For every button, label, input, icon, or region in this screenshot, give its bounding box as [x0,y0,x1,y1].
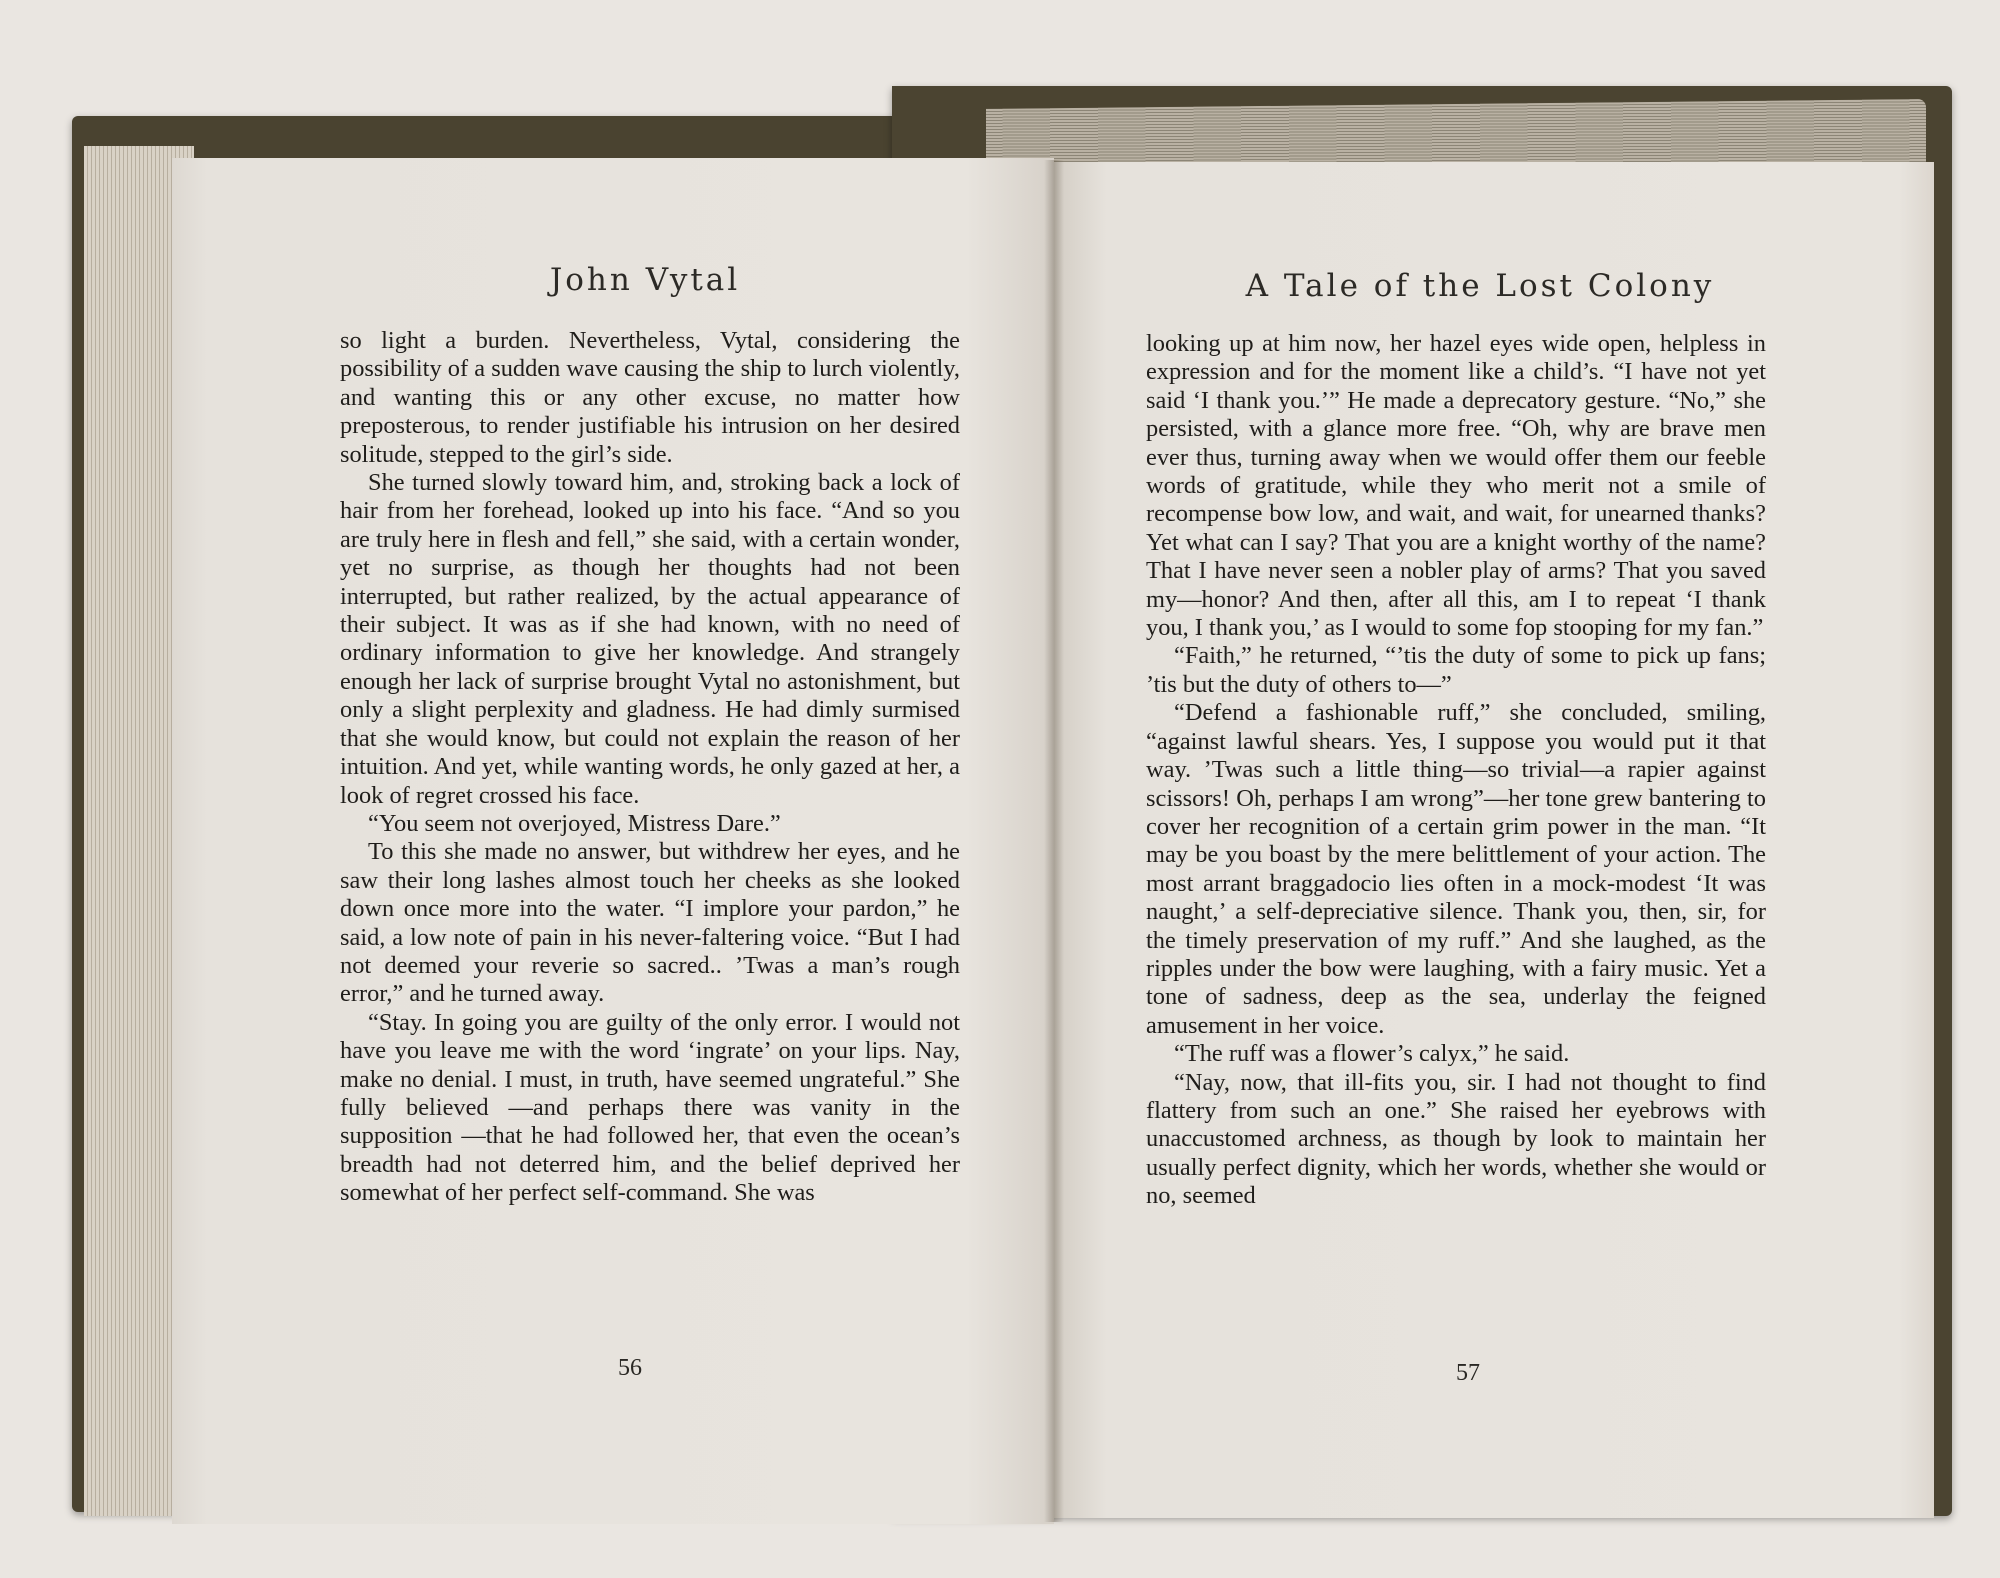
left-running-head: John Vytal [549,262,741,298]
right-paragraph-1: looking up at him now, her hazel eyes wide open, helpless in expression and for the moment like a child’s. “I have not yet said ‘I thank you.’” He made a deprecatory gesture. “No,” she persisted, with a glance more free. “Oh, why are brave men ever thus, turning away when we would offer them our feeble words of gratitude, while they who merit not a smile of recompense bow low, and wait, and wait, for unearned thanks? Yet what can I say? That you are a knight worthy of the name? That I have never seen a nobler play of arms? That you saved my—honor? And then, after all this, am I to repeat ‘I thank you, I thank you,’ as I would to some fop stooping for my fan.” [1146,330,1766,642]
left-paragraph-3: “You seem not overjoyed, Mistress Dare.” [368,809,781,837]
right-running-head: A Tale of the Lost Colony [1245,268,1715,304]
left-page-number: 56 [618,1355,642,1381]
right-page-text [1146,330,1766,1211]
left-paragraph-5: “Stay. In going you are guilty of the only error. I would not have you leave me with the word ‘ingrate’ on your lips. Nay, make no denial. I must, in truth, have seemed ungrateful.” She fully believed —and perhaps there was vanity in the supposition —that he had followed her, that even the ocean’s breadth had not deterred him, and the belief deprived her somewhat of her perfect self-command. She was [340,1008,960,1207]
right-paragraph-2: “Faith,” he returned, “’tis the duty of some to pick up fans; ’tis but the duty of others to—” [1146,642,1766,698]
book-gutter [1044,160,1064,1522]
left-paragraph-2: She turned slowly toward him, and, stroking back a lock of hair from her forehead, looked up into his face. “And so you are truly here in flesh and fell,” she said, with a certain wonder, yet no surprise, as though her thoughts had not been interrupted, but rather realized, by the actual appearance of their subject. It was as if she had known, with no need of ordinary information to give her knowledge. And strangely enough her lack of surprise brought Vytal no astonishment, but only a slight perplexity and gladness. He had dimly surmised that she would know, but could not explain the reason of her intuition. And yet, while wanting words, he only gazed at her, a look of regret crossed his face. [340,469,960,809]
left-page-text [340,327,960,1208]
left-paragraph-4: To this she made no answer, but withdrew her eyes, and he saw their long lashes almost touch her cheeks as she looked down once more into the water. “I implore your pardon,” he said, a low note of pain in his never-faltering voice. “But I had not deemed your reverie so sacred.. ’Twas a man’s rough error,” and he turned away. [340,838,960,1008]
right-paragraph-5: “Nay, now, that ill-fits you, sir. I had not thought to find flattery from such an one.” She raised her eyebrows with unaccustomed archness, as though by look to maintain her usually perfect dignity, which her words, whether she would or no, seemed [1146,1068,1766,1210]
left-paragraph-1: so light a burden. Nevertheless, Vytal, considering the possibility of a sudden wave causing the ship to lurch violently, and wanting this or any other excuse, no matter how preposterous, to render justifiable his intrusion on her desired solitude, stepped to the girl’s side. [340,327,960,468]
right-page-number: 57 [1456,1360,1480,1386]
right-paragraph-4: “The ruff was a flower’s calyx,” he said. [1174,1040,1570,1068]
right-paragraph-3: “Defend a fashionable ruff,” she concluded, smiling, “against lawful shears. Yes, I suppose you would put it that way. ’Twas such a little thing—so trivial—a rapier against scissors! Oh, perhaps I am wrong”—her tone grew bantering to cover her recognition of a certain grim power in the man. “It may be you boast by the mere belittlement of your action. The most arrant braggadocio lies often in a mock-modest ‘It was naught,’ a self-depreciative silence. Thank you, then, sir, for the timely preservation of my ruff.” And she laughed, as the ripples under the bow were laughing, with a fairy music. Yet a tone of sadness, deep as the sea, underlay the feigned amusement in her voice. [1146,699,1766,1039]
